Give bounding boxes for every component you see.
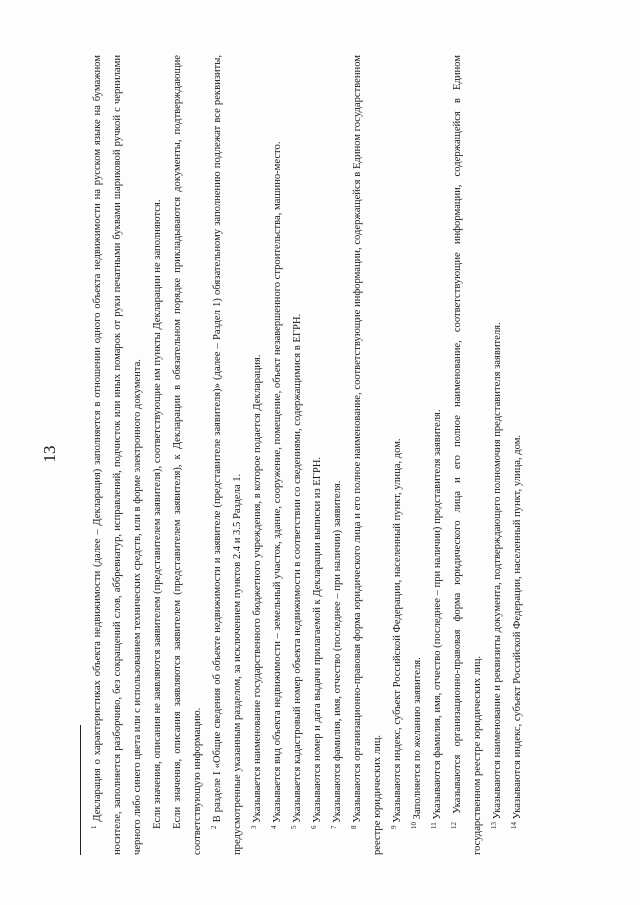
footnote-marker: 13 (490, 822, 498, 829)
footnote-marker: 8 (350, 825, 358, 829)
footnote-6 (308, 55, 328, 855)
footnote-text: Указываются организационно-правовая форма юридического лица и его полное наименование, соответствующие информации, содержащейся в Едином государственном реестре юридических лиц. (452, 55, 483, 855)
footnote-marker: 5 (290, 825, 298, 829)
footnote-text: Если значения, описания не заявляются заявителем (представителем заявителя), соответствующие им пункты Декларации не заполняются. (152, 199, 163, 829)
footnote-marker: 4 (270, 825, 278, 829)
footnotes (88, 55, 528, 855)
footnote-text: Заполняется по желанию заявителя. (412, 657, 423, 820)
footnote-text: Указывается кадастровый номер объекта недвижимости в соответствии со сведениями, содержащимися в ЕГРН. (292, 313, 303, 823)
footnote-marker: 1 (90, 825, 98, 829)
footnote-3 (248, 55, 268, 855)
footnote-text: Указываются фамилия, имя, отчество (последнее – при наличии) представителя заявителя. (432, 409, 443, 820)
rotated-content (40, 55, 612, 855)
footnote-9 (388, 55, 408, 855)
footnote-marker: 14 (510, 822, 518, 829)
footnote-marker: 6 (310, 825, 318, 829)
footnote-text: Указываются номер и дата выдачи прилагаемой к Декларации выписки из ЕГРН. (312, 456, 323, 823)
footnote-text: Указываются фамилия, имя, отчество (последнее – при наличии) заявителя. (332, 480, 343, 823)
footnote-5 (288, 55, 308, 855)
footnote-marker: 2 (210, 825, 218, 829)
footnote-text: Указывается наименование государственного бюджетного учреждения, в которое подается Декларация. (252, 354, 263, 823)
footnote-marker: 11 (430, 822, 438, 829)
footnote-text: Указываются наименование и реквизиты документа, подтверждающего полномочия представителя заявителя. (492, 322, 503, 820)
footnote-14 (508, 55, 528, 855)
footnote-separator (80, 725, 81, 855)
footnote-10 (408, 55, 428, 855)
footnote-1 (88, 55, 148, 855)
footnote-4 (268, 55, 288, 855)
footnote-13 (488, 55, 508, 855)
footnote-text: В разделе I «Общие сведения об объекте недвижимости и заявителе (представителе заявителя)» (далее – Раздел 1) обязательному заполнению подлежат все реквизиты, предусмотренные указанным разделом, за исключением пунктов 2.4 и 3.5 Раздела 1. (212, 55, 243, 855)
footnote-1-para-3 (168, 55, 208, 855)
footnote-11 (428, 55, 448, 855)
footnote-marker: 7 (330, 825, 338, 829)
footnote-text: Указываются индекс, субъект Российской Федерации, населенный пункт, улица, дом. (512, 434, 523, 820)
footnote-marker: 3 (250, 825, 258, 829)
page-number: 13 (40, 445, 59, 463)
footnote-text: Указываются индекс, субъект Российской Федерации, населенный пункт, улица, дом. (392, 438, 403, 823)
footnote-marker: 9 (390, 825, 398, 829)
footnote-marker: 12 (450, 822, 458, 829)
footnote-text: Декларация о характеристиках объекта недвижимости (далее – Декларация) заполняется в отношении одного объекта недвижимости на русском языке на бумажном носителе, заполняется разборчиво, без сокращений слов, аббревиатур, исправлений, подчисток или иных помарок от руки печатными буквами шариковой ручкой с чернилами черного либо синего цвета или с использованием технических средств, или в форме электронного документа. (92, 55, 143, 855)
footnote-text: Указывается вид объекта недвижимости – земельный участок, здание, сооружение, помещение, объект незавершенного строительства, машино-место. (272, 141, 283, 823)
footnote-8 (348, 55, 388, 855)
footnote-2 (208, 55, 248, 855)
footnote-12 (448, 55, 488, 855)
footnote-marker: 10 (410, 822, 418, 829)
footnote-text: Если значения, описания заявляются заявителем (представителем заявителя), к Декларации в обязательном порядке прикладываются документы, подтверждающие соответствующую информацию. (172, 55, 203, 855)
footnote-7 (328, 55, 348, 855)
footnote-text: Указываются организационно-правовая форма юридического лица и его полное наименование, соответствующие информации, содержащейся в Едином государственном реестре юридических лиц. (352, 55, 383, 855)
footnote-1-para-2 (148, 55, 168, 855)
